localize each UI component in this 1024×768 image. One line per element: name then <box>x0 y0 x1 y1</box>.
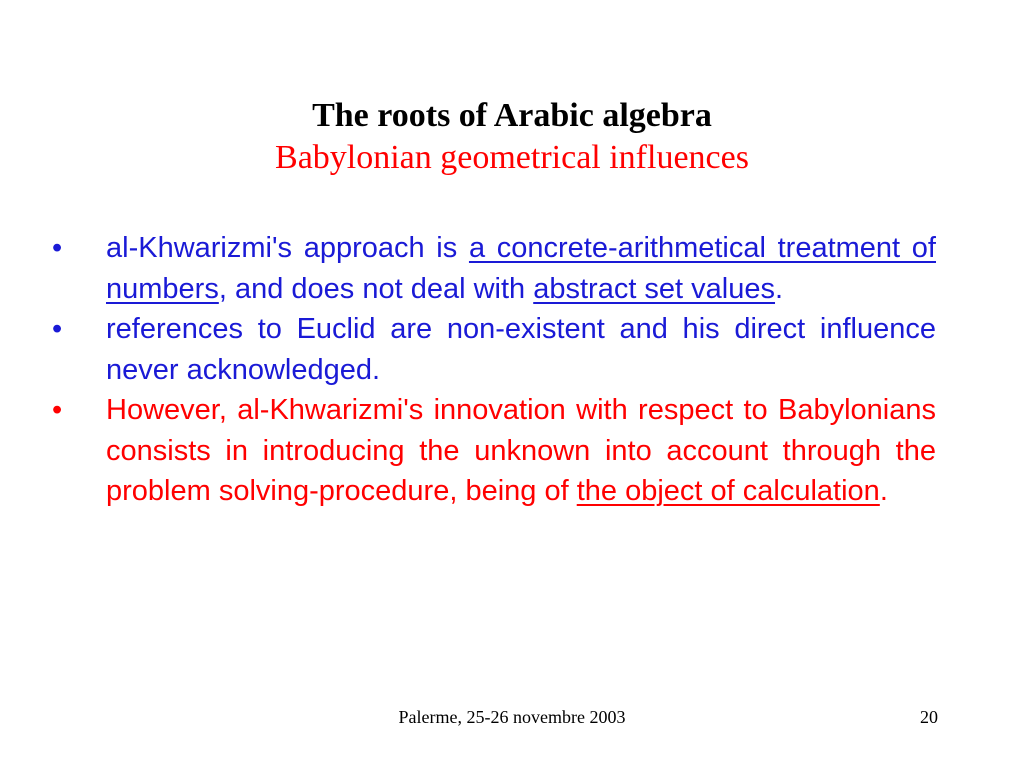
underlined-phrase: a concrete-arithmetical treatment of numbers <box>106 232 936 305</box>
bullet-icon: • <box>52 313 63 345</box>
bullet-text-segment: references to Euclid are non-existent and his direct influence never acknowledged. <box>106 313 936 386</box>
footer-caption: Palerme, 25-26 novembre 2003 <box>398 707 626 727</box>
bullet-item <box>52 228 936 309</box>
title-block <box>0 95 1024 179</box>
bullet-list <box>52 228 936 512</box>
bullet-item <box>52 309 936 390</box>
bullet-text-segment: . <box>775 272 784 305</box>
bullet-text-segment: However, al-Khwarizmi's innovation with respect to Babylonians consists in introducing the unknown into account through the problem solving-procedure, being of <box>106 394 936 507</box>
slide-title: The roots of Arabic algebra <box>312 97 712 134</box>
bullet-text-segment: al-Khwarizmi's approach is <box>106 232 469 264</box>
bullet-icon: • <box>52 232 63 264</box>
bullet-text-segment: . <box>879 475 888 507</box>
bullet-text-segment: , and does not deal with <box>218 272 534 305</box>
bullet-item <box>52 390 936 512</box>
underlined-phrase: abstract set values <box>533 272 776 305</box>
page-number: 20 <box>920 707 938 727</box>
slide-subtitle: Babylonian geometrical influences <box>275 139 749 176</box>
bullet-icon: • <box>52 394 63 426</box>
underlined-phrase: the object of calculation <box>576 475 880 507</box>
